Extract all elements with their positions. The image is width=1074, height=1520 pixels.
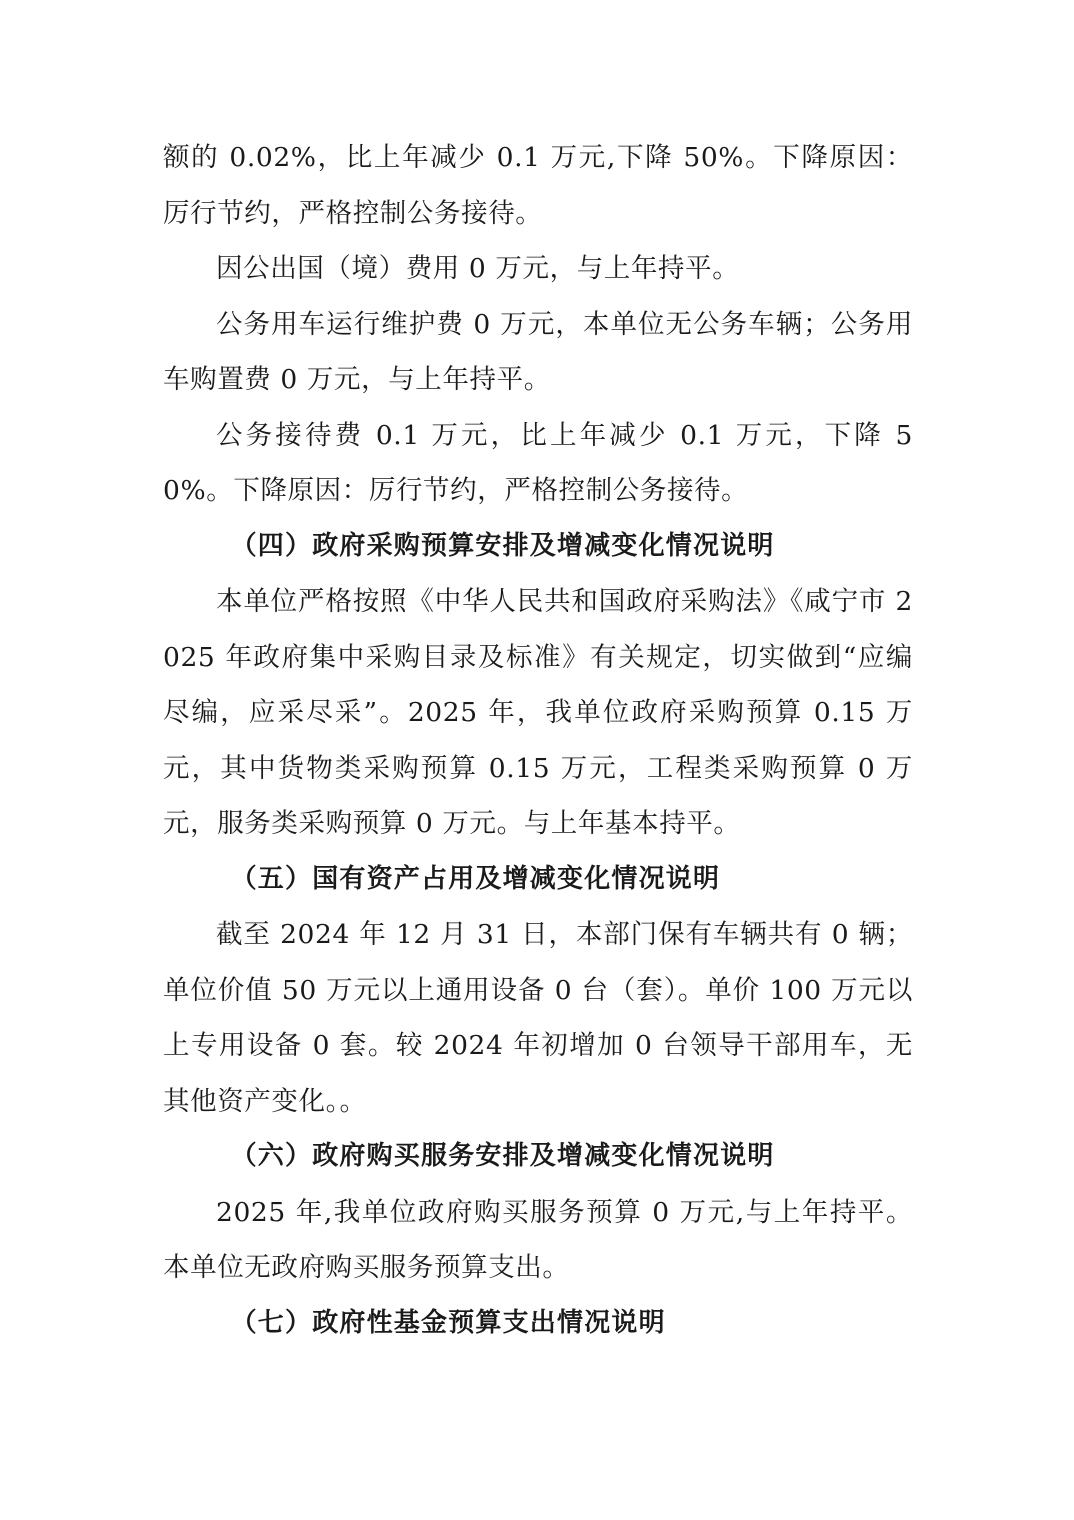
paragraph-procurement: 本单位严格按照《中华人民共和国政府采购法》《咸宁市 2025 年政府集中采购目录及标准》有关规定，切实做到“应编尽编，应采尽采”。2025 年，我单位政府采购预算 0.15 万元，其中货物类采购预算 0.15 万元，工程类采购预算 0 万元，服务类采购预算 0 万元。与上年基本持平。: [163, 586, 913, 839]
paragraph-purchased-services: 2025 年,我单位政府购买服务预算 0 万元,与上年持平。本单位无政府购买服务预算支出。: [163, 1196, 913, 1283]
paragraph-reception-cost: 公务接待费 0.1 万元，比上年减少 0.1 万元，下降 50%。下降原因：厉行节约，严格控制公务接待。: [163, 419, 913, 506]
paragraph-vehicle-cost: 公务用车运行维护费 0 万元，本单位无公务车辆；公务用车购置费 0 万元，与上年持平。: [163, 308, 913, 395]
paragraph-reception-reduction-continued: 额的 0.02%，比上年减少 0.1 万元,下降 50%。下降原因：厉行节约，严格控制公务接待。: [163, 142, 913, 229]
section-heading-purchased-services: （六）政府购买服务安排及增减变化情况说明: [230, 1141, 775, 1171]
paragraph-state-assets: 截至 2024 年 12 月 31 日，本部门保有车辆共有 0 辆；单位价值 50 万元以上通用设备 0 台（套）。单价 100 万元以上专用设备 0 套。较 2024 年初增加 0 台领导干部用车，无其他资产变化。。: [163, 919, 913, 1117]
section-heading-procurement: （四）政府采购预算安排及增减变化情况说明: [230, 530, 775, 561]
section-heading-government-fund: （七）政府性基金预算支出情况说明: [230, 1307, 666, 1338]
document-body: [163, 130, 913, 1351]
section-heading-state-assets: （五）国有资产占用及增减变化情况说明: [230, 863, 721, 894]
paragraph-overseas-travel-cost: 因公出国（境）费用 0 万元，与上年持平。: [216, 253, 740, 284]
